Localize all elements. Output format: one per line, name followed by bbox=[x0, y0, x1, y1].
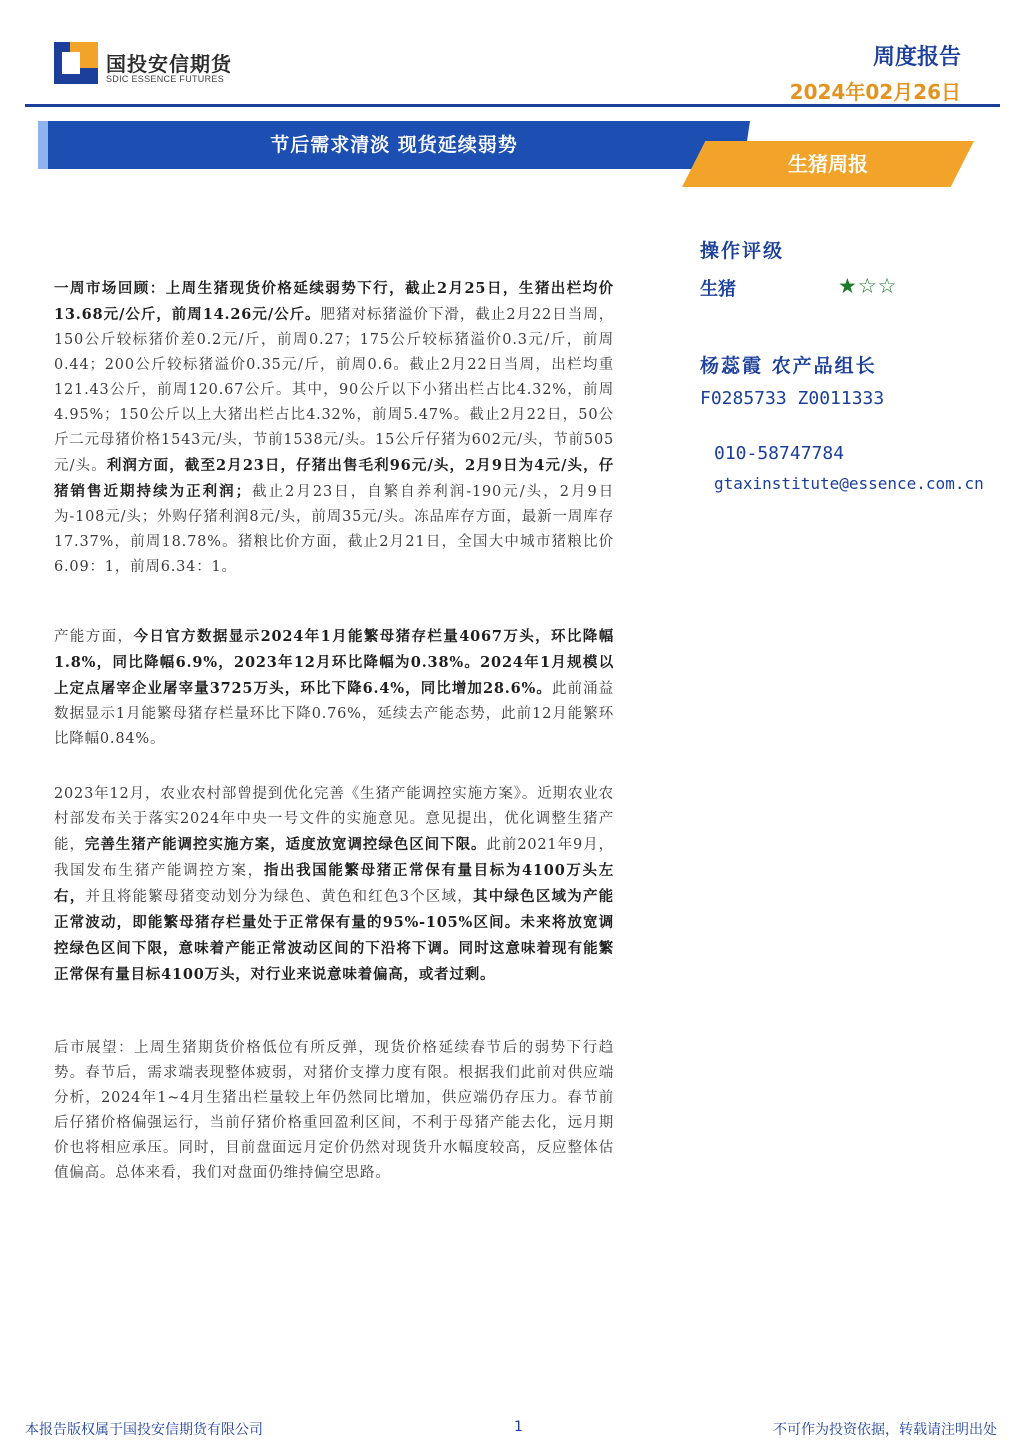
logo-mark-icon bbox=[54, 42, 98, 84]
bold-text-run: 今日官方数据显示2024年1月能繁母猪存栏量4067万头，环比降幅1.8%，同比降幅6.9%，2023年12月环比降幅为0.38%。2024年1月规模以上定点屠宰企业屠宰量3725万头，环比下降6.4%，同比增加28.6%。 bbox=[54, 628, 614, 697]
text-run: 肥猪对标猪溢价下滑，截止2月22日当周，150公斤较标猪价差0.2元/斤，前周0.27；175公斤较标猪溢价0.3元/斤，前周0.44；200公斤较标猪溢价0.35元/斤，前周0.6。截止2月22日当周，出栏均重121.43公斤，前周120.67公斤。其中，90公斤以下小猪出栏占比4.32%，前周4.95%；150公斤以上大猪出栏占比4.32%，前周5.47%。截止2月22日，50公斤二元母猪价格1543元/头，节前1538元/头。15公斤仔猪为602元/头，节前505元/头。 bbox=[54, 307, 614, 474]
paragraph-capacity bbox=[54, 624, 614, 752]
bold-text-run: 利润方面，截至2月23日，仔猪出售毛利96元/头，2月9日为4元/头，仔猪销售近期持续为正利润； bbox=[54, 457, 614, 500]
logo-english-name: SDIC ESSENCE FUTURES bbox=[106, 74, 225, 84]
contact-email[interactable]: gtaxinstitute@essence.com.cn bbox=[714, 474, 984, 493]
text-run: 截止2月23日，自繁自养利润-190元/头，2月9日为-108元/头；外购仔猪利润8元/头，前周35元/头。冻品库存方面，最新一周库存17.37%，前周18.78%。猪粮比价方面，截止2月21日，全国大中城市猪粮比价6.09：1，前周6.34：1。 bbox=[54, 484, 614, 575]
text-run: 产能方面， bbox=[54, 629, 134, 645]
rating-heading: 操作评级 bbox=[700, 240, 785, 262]
contact-phone: 010-58747784 bbox=[714, 443, 845, 464]
footer-copyright: 本报告版权属于国投安信期货有限公司 bbox=[25, 1422, 263, 1438]
company-logo bbox=[54, 42, 254, 86]
report-type: 周度报告 bbox=[872, 45, 961, 70]
rating-row bbox=[700, 275, 1025, 305]
report-date: 2024年02月26日 bbox=[789, 80, 961, 104]
text-run: 2023年12月，农业农村部曾提到优化完善《生猪产能调控实施方案》。近期农业农村部发布关于落实2024年中央一号文件的实施意见。意见提出，优化调整生猪产能， bbox=[54, 786, 614, 853]
header-divider bbox=[25, 104, 1000, 107]
text-run: 此前涌益数据显示1月能繁母猪存栏量环比下降0.76%，延续去产能态势，此前12月能繁环比降幅0.84%。 bbox=[54, 681, 614, 747]
bold-text-run: 完善生猪产能调控实施方案，适度放宽调控绿色区间下限。 bbox=[84, 836, 487, 853]
rating-stars-icon: ★☆☆ bbox=[838, 274, 898, 298]
bold-text-run: 指出我国能繁母猪正常保有量目标为4100万头左右， bbox=[54, 862, 614, 905]
report-title: 节后需求清淡 现货延续弱势 bbox=[270, 134, 518, 156]
text-run: 后市展望：上周生猪期货价格低位有所反弹，现货价格延续春节后的弱势下行趋势。春节后，需求端表现整体疲弱，对猪价支撑力度有限。根据我们此前对供应端分析，2024年1~4月生猪出栏量较上年仍然同比增加，供应端仍存压力。春节前后仔猪价格偏强运行，当前仔猪价格重回盈利区间，不利于母猪产能去化，远月期价也将相应承压。同时，目前盘面远月定价仍然对现货升水幅度较高，反应整体估值偏高。总体来看，我们对盘面仍维持偏空思路。 bbox=[54, 1040, 614, 1181]
analyst-license: F0285733 Z0011333 bbox=[700, 388, 885, 409]
report-body bbox=[54, 276, 614, 1230]
footer-disclaimer: 不可作为投资依据，转载请注明出处 bbox=[773, 1422, 997, 1438]
paragraph-policy bbox=[54, 782, 614, 988]
text-run: 此前2021年9月，我国发布生猪产能调控方案， bbox=[54, 837, 614, 879]
sidebar bbox=[700, 236, 1025, 493]
analyst-name: 杨蕊霞 农产品组长 bbox=[700, 355, 877, 377]
paragraph-outlook bbox=[54, 1036, 614, 1186]
page-number: 1 bbox=[514, 1419, 523, 1435]
category-tag-label: 生猪周报 bbox=[788, 152, 868, 176]
bold-text-run: 一周市场回顾：上周生猪现货价格延续弱势下行，截止2月25日，生猪出栏均价13.68元/公斤，前周14.26元/公斤。 bbox=[54, 280, 614, 323]
paragraph-market-review bbox=[54, 276, 614, 580]
rating-item: 生猪 bbox=[700, 279, 736, 300]
logo-name: 国投安信期货 bbox=[106, 52, 232, 76]
text-run: 并且将能繁母猪变动划分为绿色、黄色和红色3个区域， bbox=[85, 889, 473, 905]
bold-text-run: 其中绿色区域为产能正常波动，即能繁母猪存栏量处于正常保有量的95%-105%区间。未来将放宽调控绿色区间下限，意味着产能正常波动区间的下沿将下调。同时这意味着现有能繁正常保有量目标4100万头，对行业来说意味着偏高，或者过剩。 bbox=[54, 888, 614, 983]
